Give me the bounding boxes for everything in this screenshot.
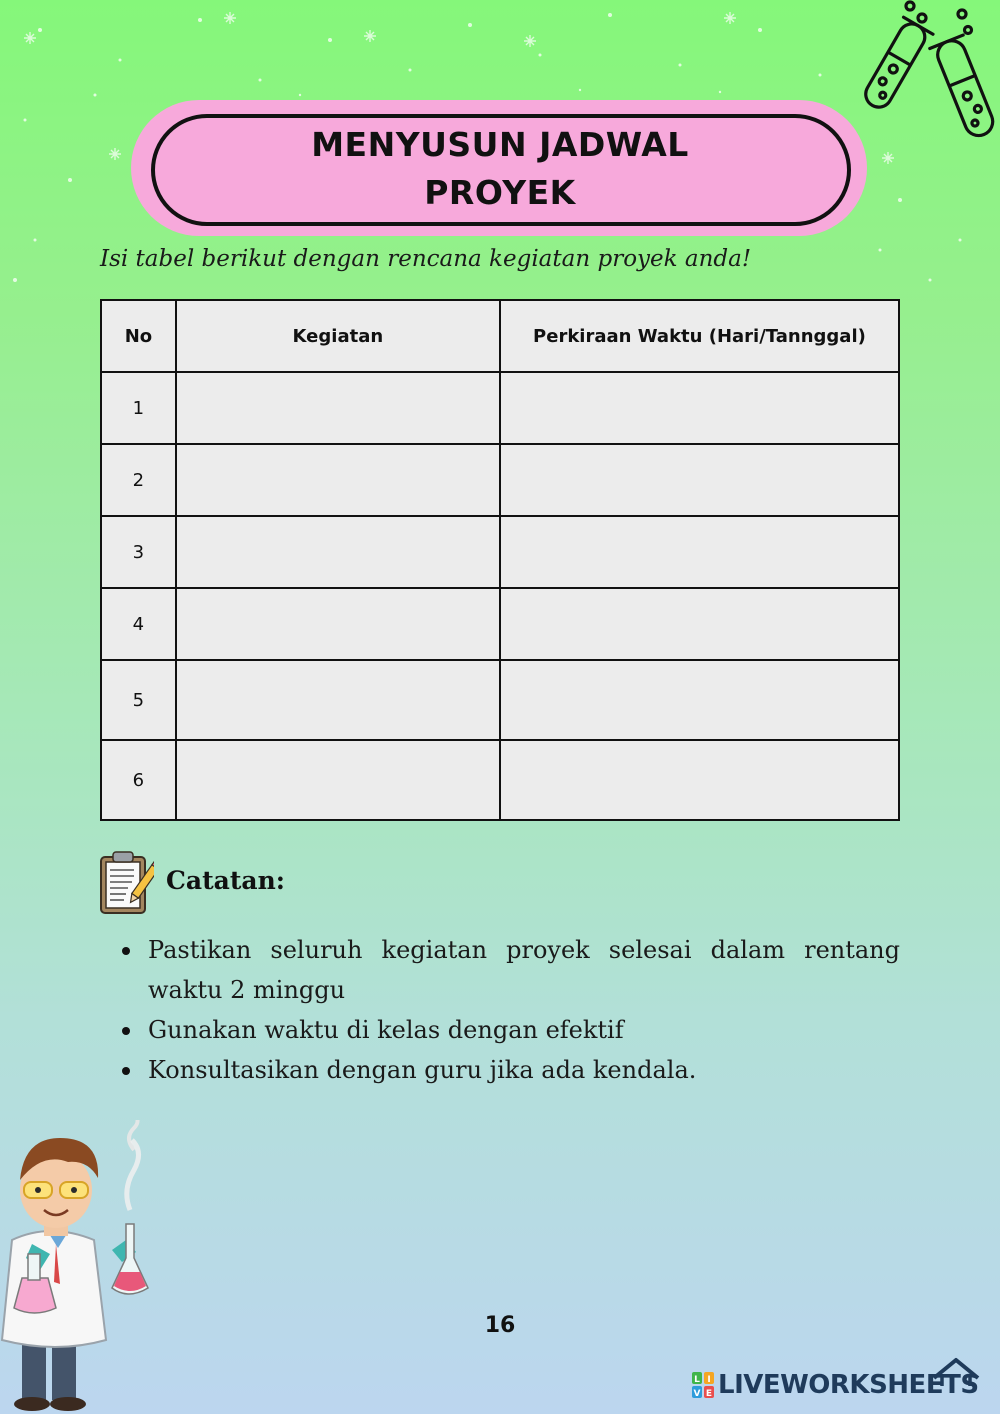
page-title-line-2: PROYEK bbox=[424, 173, 576, 212]
kegiatan-cell[interactable] bbox=[176, 372, 500, 444]
liveworksheets-logo[interactable] bbox=[692, 1356, 992, 1406]
kegiatan-cell[interactable] bbox=[176, 588, 500, 660]
table-row bbox=[101, 444, 899, 516]
waktu-cell[interactable] bbox=[500, 372, 899, 444]
row-number: 4 bbox=[101, 588, 176, 660]
scientist-illustration bbox=[0, 1120, 170, 1414]
row-number: 2 bbox=[101, 444, 176, 516]
instruction-text: Isi tabel berikut dengan rencana kegiatan proyek anda! bbox=[100, 246, 752, 272]
kegiatan-cell[interactable] bbox=[176, 516, 500, 588]
row-number: 3 bbox=[101, 516, 176, 588]
table-row bbox=[101, 372, 899, 444]
list-item: Pastikan seluruh kegiatan proyek selesai dalam rentang waktu 2 minggu bbox=[120, 930, 900, 1010]
live-badge-icon bbox=[692, 1372, 714, 1398]
row-number: 5 bbox=[101, 660, 176, 740]
header-perkiraan-waktu: Perkiraan Waktu (Hari/Tannggal) bbox=[500, 300, 899, 372]
table-row bbox=[101, 588, 899, 660]
table-row bbox=[101, 660, 899, 740]
list-item: Konsultasikan dengan guru jika ada kendala. bbox=[120, 1050, 900, 1090]
badge-letter: E bbox=[705, 1389, 713, 1398]
badge-letter: I bbox=[707, 1375, 711, 1385]
notes-title: Catatan: bbox=[166, 866, 285, 895]
clipboard-icon bbox=[98, 850, 154, 916]
waktu-cell[interactable] bbox=[500, 516, 899, 588]
table-row bbox=[101, 740, 899, 820]
waktu-cell[interactable] bbox=[500, 444, 899, 516]
table-header-row bbox=[101, 300, 899, 372]
header-no: No bbox=[101, 300, 176, 372]
schedule-table bbox=[100, 299, 900, 821]
kegiatan-cell[interactable] bbox=[176, 444, 500, 516]
house-icon bbox=[930, 1356, 982, 1386]
kegiatan-cell[interactable] bbox=[176, 740, 500, 820]
row-number: 6 bbox=[101, 740, 176, 820]
badge-letter: L bbox=[694, 1375, 700, 1385]
badge-letter: V bbox=[693, 1389, 701, 1398]
header-kegiatan: Kegiatan bbox=[176, 300, 500, 372]
page-title-line-1: MENYUSUN JADWAL bbox=[311, 125, 689, 164]
page-number: 16 bbox=[484, 1313, 516, 1338]
kegiatan-cell[interactable] bbox=[176, 660, 500, 740]
notes-list bbox=[120, 930, 900, 1090]
waktu-cell[interactable] bbox=[500, 740, 899, 820]
waktu-cell[interactable] bbox=[500, 588, 899, 660]
waktu-cell[interactable] bbox=[500, 660, 899, 740]
logo-text: LIVEWORKSHEETS bbox=[718, 1370, 979, 1400]
list-item: Gunakan waktu di kelas dengan efektif bbox=[120, 1010, 900, 1050]
table-row bbox=[101, 516, 899, 588]
row-number: 1 bbox=[101, 372, 176, 444]
